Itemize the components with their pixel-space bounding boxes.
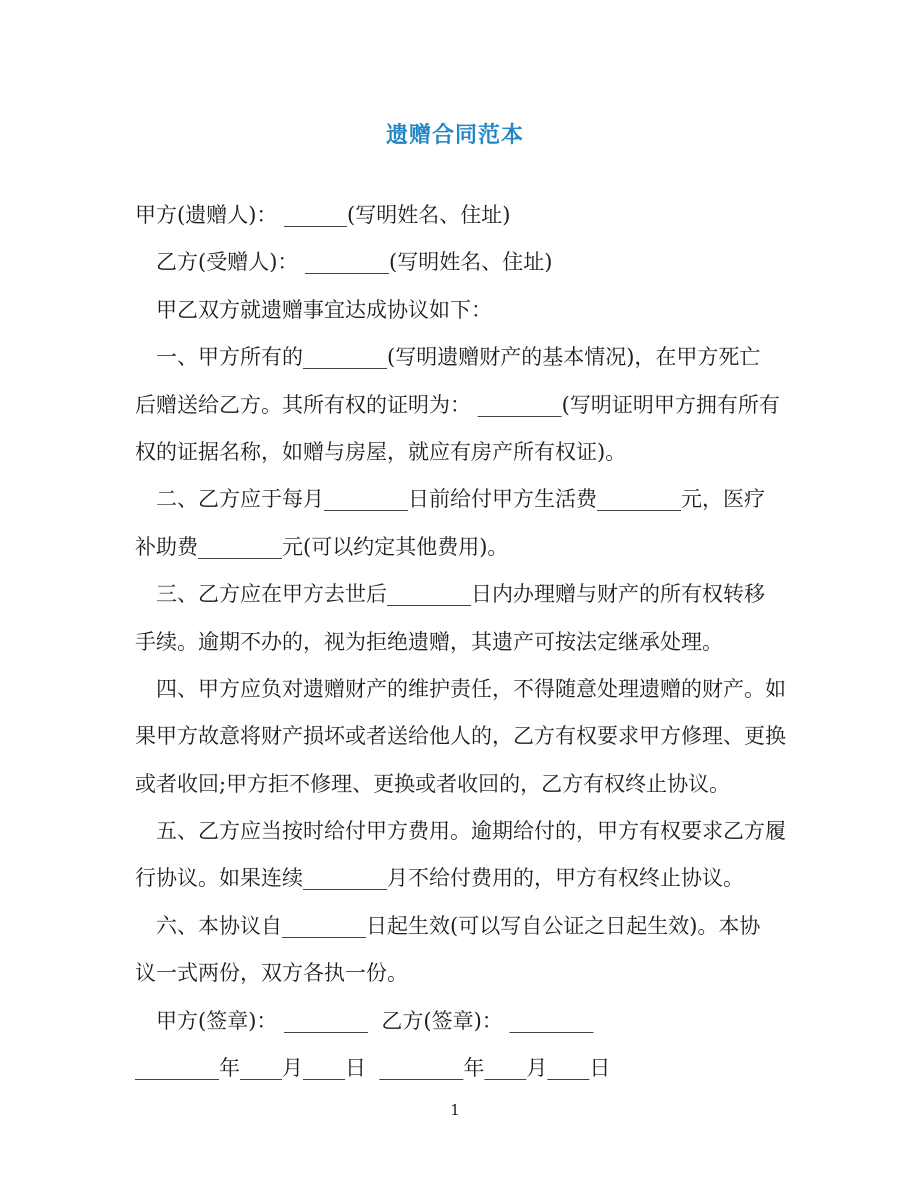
contract-line: 六、本协议自________日起生效(可以写自公证之日起生效)。本协: [156, 913, 761, 938]
contract-line: ________年____月____日 ________年____月____日: [135, 1056, 611, 1081]
contract-line: 权的证据名称，如赠与房屋，就应有房产所有权证)。: [135, 439, 627, 464]
contract-line: 甲方(签章)： ________ 乙方(签章)： ________: [156, 1008, 594, 1033]
contract-line: 行协议。如果连续________月不给付费用的，甲方有权终止协议。: [135, 866, 744, 891]
contract-line: 手续。逾期不办的，视为拒绝遗赠，其遗产可按法定继承处理。: [135, 629, 723, 654]
contract-line: 一、甲方所有的________(写明遗赠财产的基本情况)，在甲方死亡: [156, 345, 761, 370]
contract-line: 四、甲方应负对遗赠财产的维护责任，不得随意处理遗赠的财产。如: [156, 676, 786, 701]
contract-line: 或者收回;甲方拒不修理、更换或者收回的，乙方有权终止协议。: [135, 771, 731, 796]
contract-body: [135, 192, 807, 1092]
contract-line: 乙方(受赠人)： ________(写明姓名、住址): [156, 250, 553, 275]
contract-line: 议一式两份，双方各执一份。: [135, 961, 408, 986]
page-number: 1: [450, 1101, 460, 1119]
contract-line: 果甲方故意将财产损坏或者送给他人的，乙方有权要求甲方修理、更换: [135, 724, 786, 749]
contract-line: 甲方(遗赠人)： ______(写明姓名、住址): [135, 203, 511, 227]
contract-line: 甲乙双方就遗赠事宜达成协议如下：: [156, 297, 492, 322]
contract-line: 三、乙方应在甲方去世后________日内办理赠与财产的所有权转移: [156, 582, 765, 607]
contract-line: 补助费________元(可以约定其他费用)。: [135, 534, 509, 559]
document-title: 遗赠合同范本: [385, 122, 524, 148]
contract-line: 二、乙方应于每月________日前给付甲方生活费________元，医疗: [156, 487, 765, 512]
contract-line: 五、乙方应当按时给付甲方费用。逾期给付的，甲方有权要求乙方履: [156, 819, 786, 844]
contract-line: 后赠送给乙方。其所有权的证明为： ________(写明证明甲方拥有所有: [135, 392, 780, 417]
